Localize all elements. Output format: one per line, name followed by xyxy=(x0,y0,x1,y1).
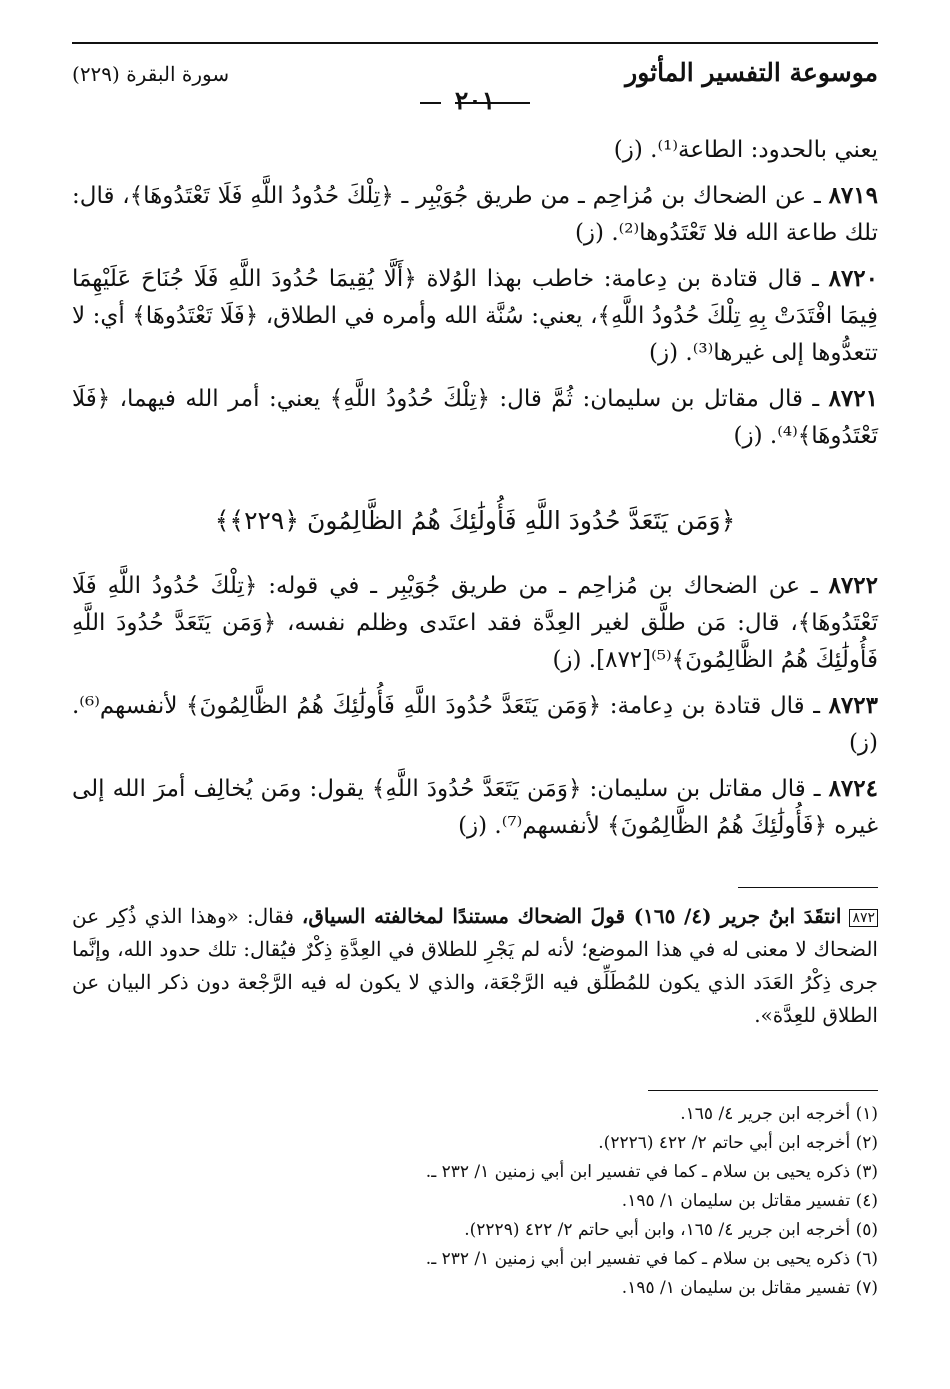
footnotes xyxy=(72,1100,878,1303)
narration-8722 xyxy=(72,567,878,679)
narration-8723 xyxy=(72,687,878,762)
narration-text: ـ قال قتادة بن دِعامة: ﴿وَمَن يَتَعَدَّ حُدُودَ اللَّهِ فَأُولَٰئِكَ هُمُ الظَّالِمُونَ﴾ لأنفسهم⁽⁶⁾. (ز) xyxy=(72,693,878,756)
footnote-5: (٥) أخرجه ابن جرير ٤/ ١٦٥، وابن أبي حاتم ٢/ ٤٢٢ (٢٢٢٩). xyxy=(464,1220,878,1240)
page-number-block xyxy=(0,86,950,115)
editor-note xyxy=(72,900,878,1032)
quran-verse-heading: ﴿وَمَن يَتَعَدَّ حُدُودَ اللَّهِ فَأُولَٰئِكَ هُمُ الظَّالِمُونَ ﴿٢٢٩﴾﴾ xyxy=(214,506,736,535)
footnote-6: (٦) ذكره يحيى بن سلام ـ كما في تفسير ابن أبي زمنين ١/ ٢٣٢ ـ. xyxy=(425,1249,878,1269)
narration-8724 xyxy=(72,770,878,845)
header-rule xyxy=(72,42,878,44)
narration-number: ٨٧٢٤ xyxy=(828,775,878,802)
narration-text: ـ عن الضحاك بن مُزاحِم ـ من طريق جُوَيْبِر ـ ﴿تِلْكَ حُدُودُ اللَّهِ فَلَا تَعْتَدُوهَا﴾، قال: تلك طاعة الله فلا تَعْتَدُوها⁽²⁾. (ز) xyxy=(72,183,878,246)
paragraph-text: يعني بالحدود: الطاعة⁽¹⁾. (ز) xyxy=(613,137,878,163)
narration-number: ٨٧٢٢ xyxy=(828,572,878,599)
footnote-1: (١) أخرجه ابن جرير ٤/ ١٦٥. xyxy=(680,1104,878,1124)
narration-number: ٨٧٢٣ xyxy=(828,692,878,719)
editor-note-text: فقال: «وهذا الذي ذُكِر عن الضحاك لا معنى له في هذا الموضع؛ لأنه لم يَجْرِ للطلاق في العِدَّةِ ذِكْرٌ فيُقال: تلك حدود الله، وإنَّما جرى ذِكْرُ العَدَد الذي يكون للمُطَلِّق فيه الرَّجْعَة، والذي لا يكون له فيه الرَّجْعة دون ذكر البيان عن الطلاق للعِدَّة». xyxy=(72,904,878,1027)
ornament-line-right xyxy=(455,102,530,104)
editor-note-lead: انتقَدَ ابنُ جرير (٤/ ١٦٥) قولَ الضحاك مستندًا لمخالفته السياق، xyxy=(301,904,842,928)
narration-8720 xyxy=(72,260,878,372)
book-title: موسوعة التفسير المأثور xyxy=(625,58,878,87)
narration-text: ـ قال مقاتل بن سليمان: ثُمَّ قال: ﴿تِلْكَ حُدُودُ اللَّهِ﴾ يعني: أمر الله فيهما، ﴿فَلَا تَعْتَدُوهَا﴾⁽⁴⁾. (ز) xyxy=(72,386,878,449)
footnote-2: (٢) أخرجه ابن أبي حاتم ٢/ ٤٢٢ (٢٢٢٦). xyxy=(598,1133,878,1153)
main-content xyxy=(72,132,878,853)
narration-8719 xyxy=(72,177,878,252)
surah-reference: سورة البقرة (٢٢٩) xyxy=(72,62,230,86)
narration-text: ـ عن الضحاك بن مُزاحِم ـ من طريق جُوَيْبِر ـ في قوله: ﴿تِلْكَ حُدُودُ اللَّهِ فَلَا تَعْتَدُوهَا﴾، قال: مَن طلَّق لغير العِدَّة فقد اعتَدى وظلم نفسه، ﴿وَمَن يَتَعَدَّ حُدُودَ اللَّهِ فَأُولَٰئِكَ هُمُ الظَّالِمُونَ﴾⁽⁵⁾[٨٧٢]. (ز) xyxy=(72,573,878,673)
paragraph-intro xyxy=(72,132,878,169)
note-box-number: ٨٧٢ xyxy=(849,909,878,927)
narration-8721 xyxy=(72,380,878,455)
narration-text: ـ قال قتادة بن دِعامة: خاطب بهذا الوُلاة ﴿أَلَّا يُقِيمَا حُدُودَ اللَّهِ فَلَا جُنَاحَ عَلَيْهِمَا فِيمَا افْتَدَتْ بِهِ تِلْكَ حُدُودُ اللَّهِ﴾، يعني: سُنَّة الله وأمره في الطلاق، ﴿فَلَا تَعْتَدُوهَا﴾ أي: لا تتعدُّوها إلى غيرها⁽³⁾. (ز) xyxy=(72,266,878,366)
footnote-3: (٣) ذكره يحيى بن سلام ـ كما في تفسير ابن أبي زمنين ١/ ٢٣٢ ـ. xyxy=(425,1162,878,1182)
page-number: ٢٠١ xyxy=(441,86,509,115)
narration-number: ٨٧٢٠ xyxy=(828,265,879,292)
footnote-rule xyxy=(648,1090,878,1091)
narration-number: ٨٧٢١ xyxy=(828,385,878,412)
narration-text: ـ قال مقاتل بن سليمان: ﴿وَمَن يَتَعَدَّ حُدُودَ اللَّهِ﴾ يقول: ومَن يُخالِف أمرَ الله إلى غيره ﴿فَأُولَٰئِكَ هُمُ الظَّالِمُونَ﴾ لأنفسهم⁽⁷⁾. (ز) xyxy=(72,776,878,839)
narration-number: ٨٧١٩ xyxy=(828,182,878,209)
footnote-7: (٧) تفسير مقاتل بن سليمان ١/ ١٩٥. xyxy=(621,1278,878,1298)
editor-note-rule xyxy=(738,887,878,888)
footnote-4: (٤) تفسير مقاتل بن سليمان ١/ ١٩٥. xyxy=(621,1191,878,1211)
